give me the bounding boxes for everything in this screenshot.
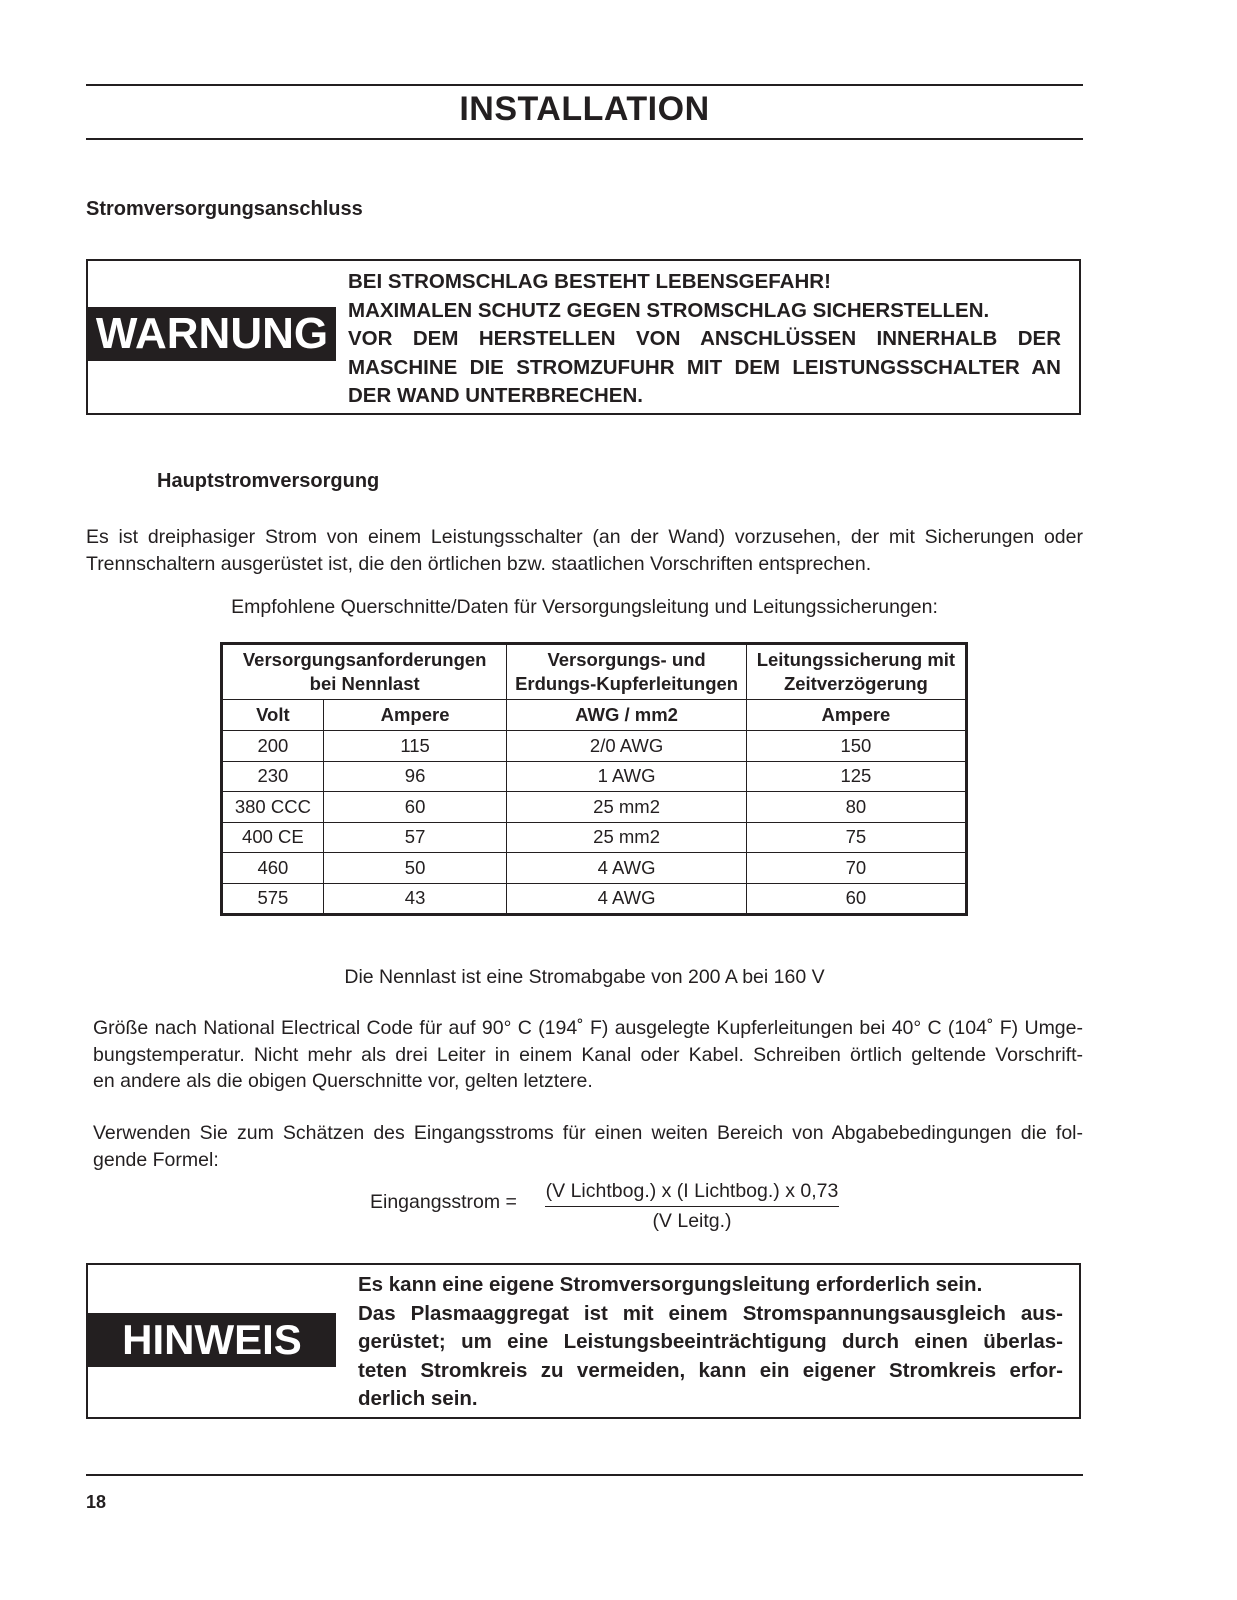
table-cell: 380 CCC [222, 792, 324, 823]
warning-line: DER WAND UNTERBRECHEN. [348, 384, 643, 408]
intro-line: Trennschaltern ausgerüstet ist, die den örtlichen bzw. staatlichen Vorschriften entsprechen. [86, 552, 872, 575]
table-cell: 575 [222, 883, 324, 915]
header-top-rule [86, 84, 1083, 86]
nec-line: en andere als die obigen Querschnitte vor, gelten letztere. [93, 1070, 593, 1092]
formula-intro-line: Verwenden Sie zum Schätzen des Eingangsstroms für einen weiten Bereich von Abgabebedingungen die fol- [93, 1122, 1083, 1144]
table-cell: 4 AWG [507, 883, 746, 915]
table-cell: 230 [222, 761, 324, 792]
subsection-heading: Hauptstromversorgung [157, 470, 380, 492]
table-cell: 150 [746, 731, 966, 762]
notice-line: gerüstet; um eine Leistungsbeeinträchtigung durch einen überlas- [358, 1330, 1063, 1354]
rated-load-note: Die Nennlast ist eine Stromabgabe von 200 A bei 160 V [344, 966, 825, 988]
nec-paragraph [93, 1015, 1083, 1095]
table-cell: 50 [323, 853, 507, 884]
table-cell: 60 [323, 792, 507, 823]
table-cell: 400 CE [222, 822, 324, 853]
formula-intro-line: gende Formel: [93, 1148, 219, 1171]
table-row [222, 731, 967, 762]
table-cell: 57 [323, 822, 507, 853]
warning-line: BEI STROMSCHLAG BESTEHT LEBENSGEFAHR! [348, 270, 831, 293]
table-row [222, 883, 967, 915]
table-row [222, 761, 967, 792]
notice-label: HINWEIS [88, 1313, 336, 1367]
formula-intro [93, 1120, 1083, 1173]
notice-line: Es kann eine eigene Stromversorgungsleitung erforderlich sein. [358, 1273, 983, 1296]
table-group-header: Versorgungsanforderungen bei Nennlast [222, 644, 507, 700]
table-cell: 80 [746, 792, 966, 823]
formula-fraction [545, 1178, 839, 1235]
header-bottom-rule [86, 138, 1083, 140]
table-cell: 125 [746, 761, 966, 792]
table-caption: Empfohlene Querschnitte/Daten für Versorgungsleitung und Leitungssicherungen: [231, 596, 938, 618]
table-row [222, 853, 967, 884]
table-cell: 115 [323, 731, 507, 762]
table-cell: 75 [746, 822, 966, 853]
notice-text [358, 1271, 1063, 1414]
table-cell: 25 mm2 [507, 822, 746, 853]
warning-line: VOR DEM HERSTELLEN VON ANSCHLÜSSEN INNERHALB DER [348, 327, 1061, 351]
table-group-header: Leitungssicherung mit Zeitverzögerung [746, 644, 966, 700]
table-cell: 96 [323, 761, 507, 792]
table-cell: 4 AWG [507, 853, 746, 884]
notice-line: derlich sein. [358, 1387, 478, 1411]
warning-line: MASCHINE DIE STROMZUFUHR MIT DEM LEISTUNGSSCHALTER AN [348, 355, 1061, 379]
notice-box [86, 1263, 1081, 1419]
page-title: INSTALLATION [459, 90, 710, 128]
warning-text [348, 268, 1061, 411]
table-group-header: Versorgungs- und Erdungs-Kupferleitungen [507, 644, 746, 700]
intro-paragraph [86, 524, 1083, 577]
footer-rule [86, 1474, 1083, 1476]
table-row [222, 792, 967, 823]
formula-label: Eingangsstrom = [370, 1191, 517, 1213]
page-number: 18 [86, 1492, 107, 1512]
table-cell: 70 [746, 853, 966, 884]
table-row [222, 822, 967, 853]
table-cell: 1 AWG [507, 761, 746, 792]
formula-numerator: (V Lichtbog.) x (I Lichtbog.) x 0,73 [545, 1178, 839, 1207]
nec-line: Größe nach National Electrical Code für auf 90° C (194˚ F) ausgelegte Kupferleitungen bei 40° C (104˚ F) Umge- [93, 1017, 1083, 1039]
formula-denominator: (V Leitg.) [652, 1210, 732, 1232]
notice-line: teten Stromkreis zu vermeiden, kann ein eigener Stromkreis erfor- [358, 1358, 1063, 1382]
warning-line: MAXIMALEN SCHUTZ GEGEN STROMSCHLAG SICHERSTELLEN. [348, 298, 990, 322]
table-column-header: Volt [222, 700, 324, 731]
section-heading: Stromversorgungsanschluss [86, 198, 363, 220]
supply-table [220, 642, 968, 916]
table-cell: 200 [222, 731, 324, 762]
warning-label: WARNUNG [88, 307, 336, 361]
nec-line: bungstemperatur. Nicht mehr als drei Leiter in einem Kanal oder Kabel. Schreiben örtlich geltende Vorschrift- [93, 1043, 1083, 1066]
table-cell: 25 mm2 [507, 792, 746, 823]
intro-line: Es ist dreiphasiger Strom von einem Leistungsschalter (an der Wand) vorzusehen, der mit Sicherungen oder [86, 526, 1083, 548]
notice-line: Das Plasmaaggregat ist mit einem Stromspannungsausgleich aus- [358, 1301, 1063, 1325]
table-cell: 60 [746, 883, 966, 915]
table-column-header: AWG / mm2 [507, 700, 746, 731]
table-cell: 460 [222, 853, 324, 884]
table-column-header: Ampere [323, 700, 507, 731]
warning-box [86, 259, 1081, 415]
table-cell: 2/0 AWG [507, 731, 746, 762]
table-column-header: Ampere [746, 700, 966, 731]
table-cell: 43 [323, 883, 507, 915]
